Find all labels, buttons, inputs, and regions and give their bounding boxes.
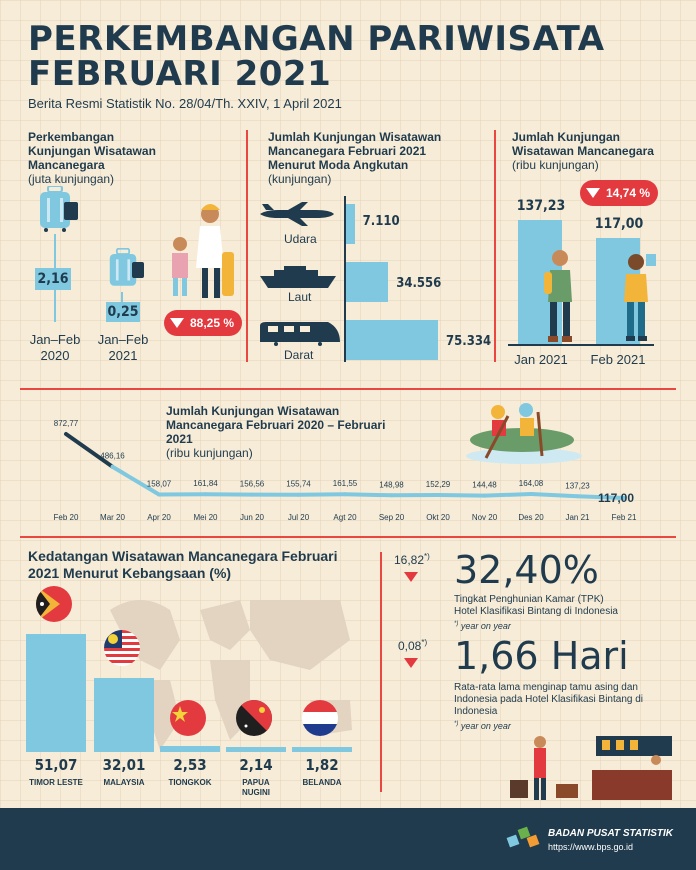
flag-china-icon	[170, 700, 206, 736]
divider	[380, 552, 382, 792]
hotel-reception-illustration	[506, 730, 676, 807]
trend-segment	[485, 494, 532, 496]
nationality-country: TIONGKOK	[168, 778, 212, 787]
page-title: PERKEMBANGAN PARIWISATA FEBRUARI 2021	[28, 19, 605, 94]
panel2-header: Jumlah Kunjungan Wisatawan Mancanegara Februari 2021 Menurut Moda Angkutan (kunjungan)	[268, 130, 442, 186]
tpk-change: 16,82*)	[394, 552, 430, 567]
trend-month-label: Mar 20	[100, 513, 125, 522]
trend-value-label: 156,56	[239, 479, 265, 489]
label-feb-2021: Feb 2021	[590, 352, 646, 367]
flag-netherlands-icon	[302, 700, 338, 736]
trend-value-label: 155,74	[286, 479, 311, 489]
decrease-badge: 88,25 %	[164, 310, 242, 336]
stay-change: 0,08*)	[398, 638, 428, 653]
traveler-man-illustration	[540, 248, 580, 349]
trend-month-label: Nov 20	[471, 513, 498, 522]
nationality-bar	[226, 747, 286, 752]
stay-description: Rata-rata lama menginap tamu asing dan Indonesia pada Hotel Klasifikasi Bintang di Indonesia *) year on year	[454, 682, 644, 731]
nationality-country: MALAYSIA	[103, 778, 145, 787]
trend-month-label: Apr 20	[147, 513, 171, 522]
panel3-header: Jumlah Kunjungan Wisatawan Mancanegara (ribu kunjungan)	[512, 130, 654, 172]
airplane-icon	[258, 202, 336, 231]
nationality-country: BELANDA	[302, 778, 342, 787]
trend-month-label: Agt 20	[333, 513, 357, 522]
nationality-bar	[94, 678, 154, 752]
mode-bar-darat	[346, 320, 438, 360]
train-icon	[258, 322, 340, 351]
trend-value-label: 161,84	[193, 479, 218, 489]
down-arrow-icon	[586, 188, 600, 198]
trend-month-label: Feb 20	[53, 513, 79, 522]
travelers-illustration	[160, 198, 240, 313]
trend-value-label: 161,55	[332, 479, 358, 489]
trend-month-label: Des 20	[518, 513, 544, 522]
trend-month-label: Jul 20	[287, 513, 310, 522]
label-jan-2021: Jan 2021	[514, 352, 568, 367]
trend-value-label: 164,08	[518, 479, 544, 489]
nationality-value: 32,01	[102, 756, 146, 774]
value-jan-2021: 137,23	[516, 198, 566, 214]
mode-value-udara: 7.110	[362, 214, 400, 229]
tpk-description: Tingkat Penghunian Kamar (TPK) Hotel Klasifikasi Bintang di Indonesia *) year on year	[454, 594, 618, 631]
panel1-header: Perkembangan Kunjungan Wisatawan Mancanegara (juta kunjungan)	[28, 130, 156, 186]
down-arrow-icon	[404, 572, 418, 582]
trend-month-label: Jun 20	[239, 513, 265, 522]
nationality-value: 1,82	[305, 756, 339, 774]
trend-segment	[345, 494, 392, 495]
trend-value-label: 148,98	[379, 480, 404, 490]
mode-bar-udara	[346, 204, 355, 244]
mode-label-udara: Udara	[284, 232, 317, 246]
label-jan-feb-2020: Jan–Feb 2020	[29, 332, 81, 363]
footer-org: BADAN PUSAT STATISTIK	[548, 828, 673, 839]
passport-icon	[64, 202, 78, 220]
down-arrow-icon	[404, 658, 418, 668]
trend-value-label: 872,77	[53, 420, 79, 428]
label-jan-feb-2021: Jan–Feb 2021	[97, 332, 149, 363]
footer-url[interactable]: https://www.bps.go.id	[548, 842, 634, 852]
decrease-badge: 14,74 %	[580, 180, 658, 206]
trend-header: Jumlah Kunjungan Wisatawan Mancanegara Februari 2020 – Februari 2021 (ribu kunjungan)	[166, 404, 386, 460]
mode-bar-laut	[346, 262, 388, 302]
mode-value-laut: 34.556	[396, 276, 442, 291]
nationality-value: 2,53	[173, 756, 207, 774]
trend-month-label: Mei 20	[193, 513, 218, 522]
trend-month-label: Okt 20	[426, 513, 450, 522]
divider	[246, 130, 248, 362]
footer	[0, 808, 696, 870]
trend-month-label: Jan 21	[565, 513, 590, 522]
trend-line-chart	[0, 420, 696, 530]
mode-value-darat: 75.334	[446, 334, 492, 349]
nationality-bar	[160, 746, 220, 752]
tpk-value: 32,40%	[454, 548, 599, 592]
trend-value-label: 158,07	[146, 479, 172, 489]
nationality-value: 2,14	[239, 756, 273, 774]
down-arrow-icon	[170, 318, 184, 328]
bps-logo-icon	[506, 820, 542, 861]
trend-segment	[66, 434, 113, 467]
divider	[494, 130, 496, 362]
flag-timor-leste-icon	[36, 586, 72, 622]
trend-month-label: Sep 20	[378, 513, 405, 522]
section-divider	[20, 536, 676, 538]
trend-month-label: Feb 21	[611, 513, 637, 522]
nationality-bar	[292, 747, 352, 752]
trend-value-label: 152,29	[425, 480, 451, 490]
value-jan-feb-2020: 2,16	[35, 268, 71, 290]
page-subtitle: Berita Resmi Statistik No. 28/04/Th. XXIV, 1 April 2021	[28, 96, 342, 111]
nationality-bar	[26, 634, 86, 752]
flag-malaysia-icon	[104, 630, 140, 666]
trend-value-label: 144,48	[472, 480, 497, 490]
flag-papua-new-guinea-icon	[236, 700, 272, 736]
trend-value-label: 486,16	[100, 451, 125, 461]
trend-segment	[531, 494, 578, 496]
trend-segment	[438, 495, 485, 496]
ship-icon	[258, 266, 338, 293]
mode-label-laut: Laut	[288, 290, 312, 304]
value-feb-2021: 117,00	[594, 216, 644, 233]
nationality-country: PAPUA NUGINI	[242, 778, 270, 797]
section-divider	[20, 388, 676, 390]
nationality-value: 51,07	[34, 756, 78, 774]
value-jan-feb-2021: 0,25	[107, 304, 139, 320]
stay-value: 1,66 Hari	[454, 634, 629, 678]
mode-label-darat: Darat	[284, 348, 314, 362]
nationality-country: TIMOR LESTE	[29, 778, 83, 787]
nationality-header: Kedatangan Wisatawan Mancanegara Februari 2021 Menurut Kebangsaan (%)	[28, 548, 338, 581]
trend-value-label: 117,00	[597, 491, 634, 505]
passport-icon	[132, 262, 144, 278]
trend-value-label: 137,23	[565, 481, 590, 491]
traveler-woman-illustration	[618, 252, 658, 349]
